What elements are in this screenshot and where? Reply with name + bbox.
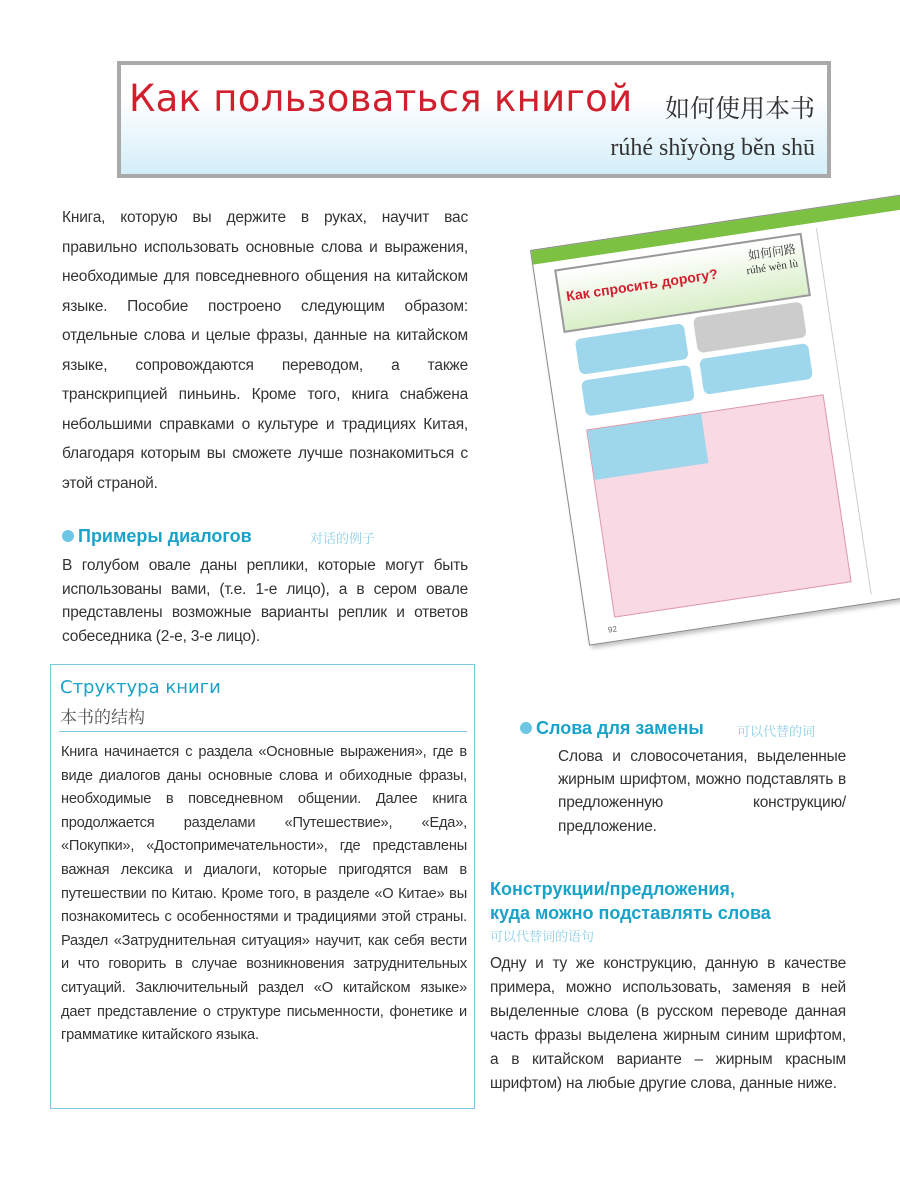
bullet-icon <box>62 530 74 542</box>
constructions-title <box>490 877 771 925</box>
sample-page-number: 92 <box>607 624 618 635</box>
page-header-banner <box>117 61 831 178</box>
sample-page-illustration <box>530 191 900 646</box>
structure-title: Структура книги <box>60 677 221 698</box>
sample-title-chinese: 如何问路 <box>747 241 797 263</box>
constructions-paragraph: Одну и ту же конструкцию, данную в качестве примера, можно использовать, заменяя в ней выделенные слова (в русском переводе данная часть фразы выделена жирным синим шрифтом, а в китайском варианте – жирным красным шрифтом) на любые другие слова, данные ниже. <box>490 955 846 1092</box>
divider <box>59 731 467 732</box>
structure-title-chinese: 本书的结构 <box>60 708 145 728</box>
constructions-title-chinese: 可以代替词的语句 <box>490 930 595 945</box>
replace-paragraph: Слова и словосочетания, выделенные жирным шрифтом, можно подставлять в предложенную конструкцию/предложение. <box>558 748 846 835</box>
page-title-pinyin: rúhé shǐyòng běn shū <box>610 135 815 161</box>
replace-title-chinese: 可以代替的词 <box>737 725 816 740</box>
bullet-icon <box>520 722 532 734</box>
dialogs-paragraph: В голубом овале даны реплики, которые могут быть использованы вами, (т.е. 1-е лицо), а в сером овале представлены возможные варианты реплик и ответов собеседника (2-е, 3-е лицо). <box>62 557 468 645</box>
constructions-title-line1: Конструкции/предложения, <box>490 879 735 899</box>
dialogs-title-chinese: 对话的例子 <box>310 532 376 547</box>
constructions-title-line2: куда можно подставлять слова <box>490 903 771 923</box>
dialogs-title: Примеры диалогов <box>78 526 252 546</box>
structure-paragraph: Книга начинается с раздела «Основные выражения», где в виде диалогов даны основные слова и обиходные фразы, необходимые в повседневном общении. Далее книга продолжается разделами «Путешествие», «Еда», «Покупки», «Достопримечательности», где представлены важная лексика и диалоги, которые пригодятся вам в путешествии по Китаю. Кроме того, в разделе «О Китае» вы познакомитесь с особенностями и традициями этой страны. Раздел «Затруднительная ситуация» научит, как себя вести и что говорить в случае возникновения затруднительных ситуаций. Заключительный раздел «О китайском языке» дает представление о структуре письменности, фонетике и грамматике китайского языка. <box>61 744 467 1044</box>
dialogs-heading <box>62 526 252 547</box>
intro-paragraph: Книга, которую вы держите в руках, научит вас правильно использовать основные слова и выражения, необходимые для повседневного общения на китайском языке. Пособие построено следующим образом: отдельные слова и целые фразы, данные на китайском языке, сопровождаются переводом, а также транскрипцией пиньинь. Кроме того, книга снабжена небольшими справками о культуре и традициях Китая, благодаря которым вы сможете лучше познакомиться с этой страной. <box>62 209 468 492</box>
sample-title: Как спросить дорогу? <box>565 265 719 305</box>
dialog-bubble <box>581 365 695 417</box>
replace-heading <box>520 718 704 739</box>
page-title-chinese: 如何使用本书 <box>664 94 815 123</box>
vocabulary-grid <box>586 394 851 617</box>
replace-title: Слова для замены <box>536 718 704 738</box>
phrase-box <box>587 414 708 480</box>
structure-box <box>50 664 475 1109</box>
page-title: Как пользоваться книгой <box>129 77 633 120</box>
dialog-bubble <box>699 343 813 395</box>
sample-title-pinyin: rúhé wèn lù <box>745 257 799 278</box>
